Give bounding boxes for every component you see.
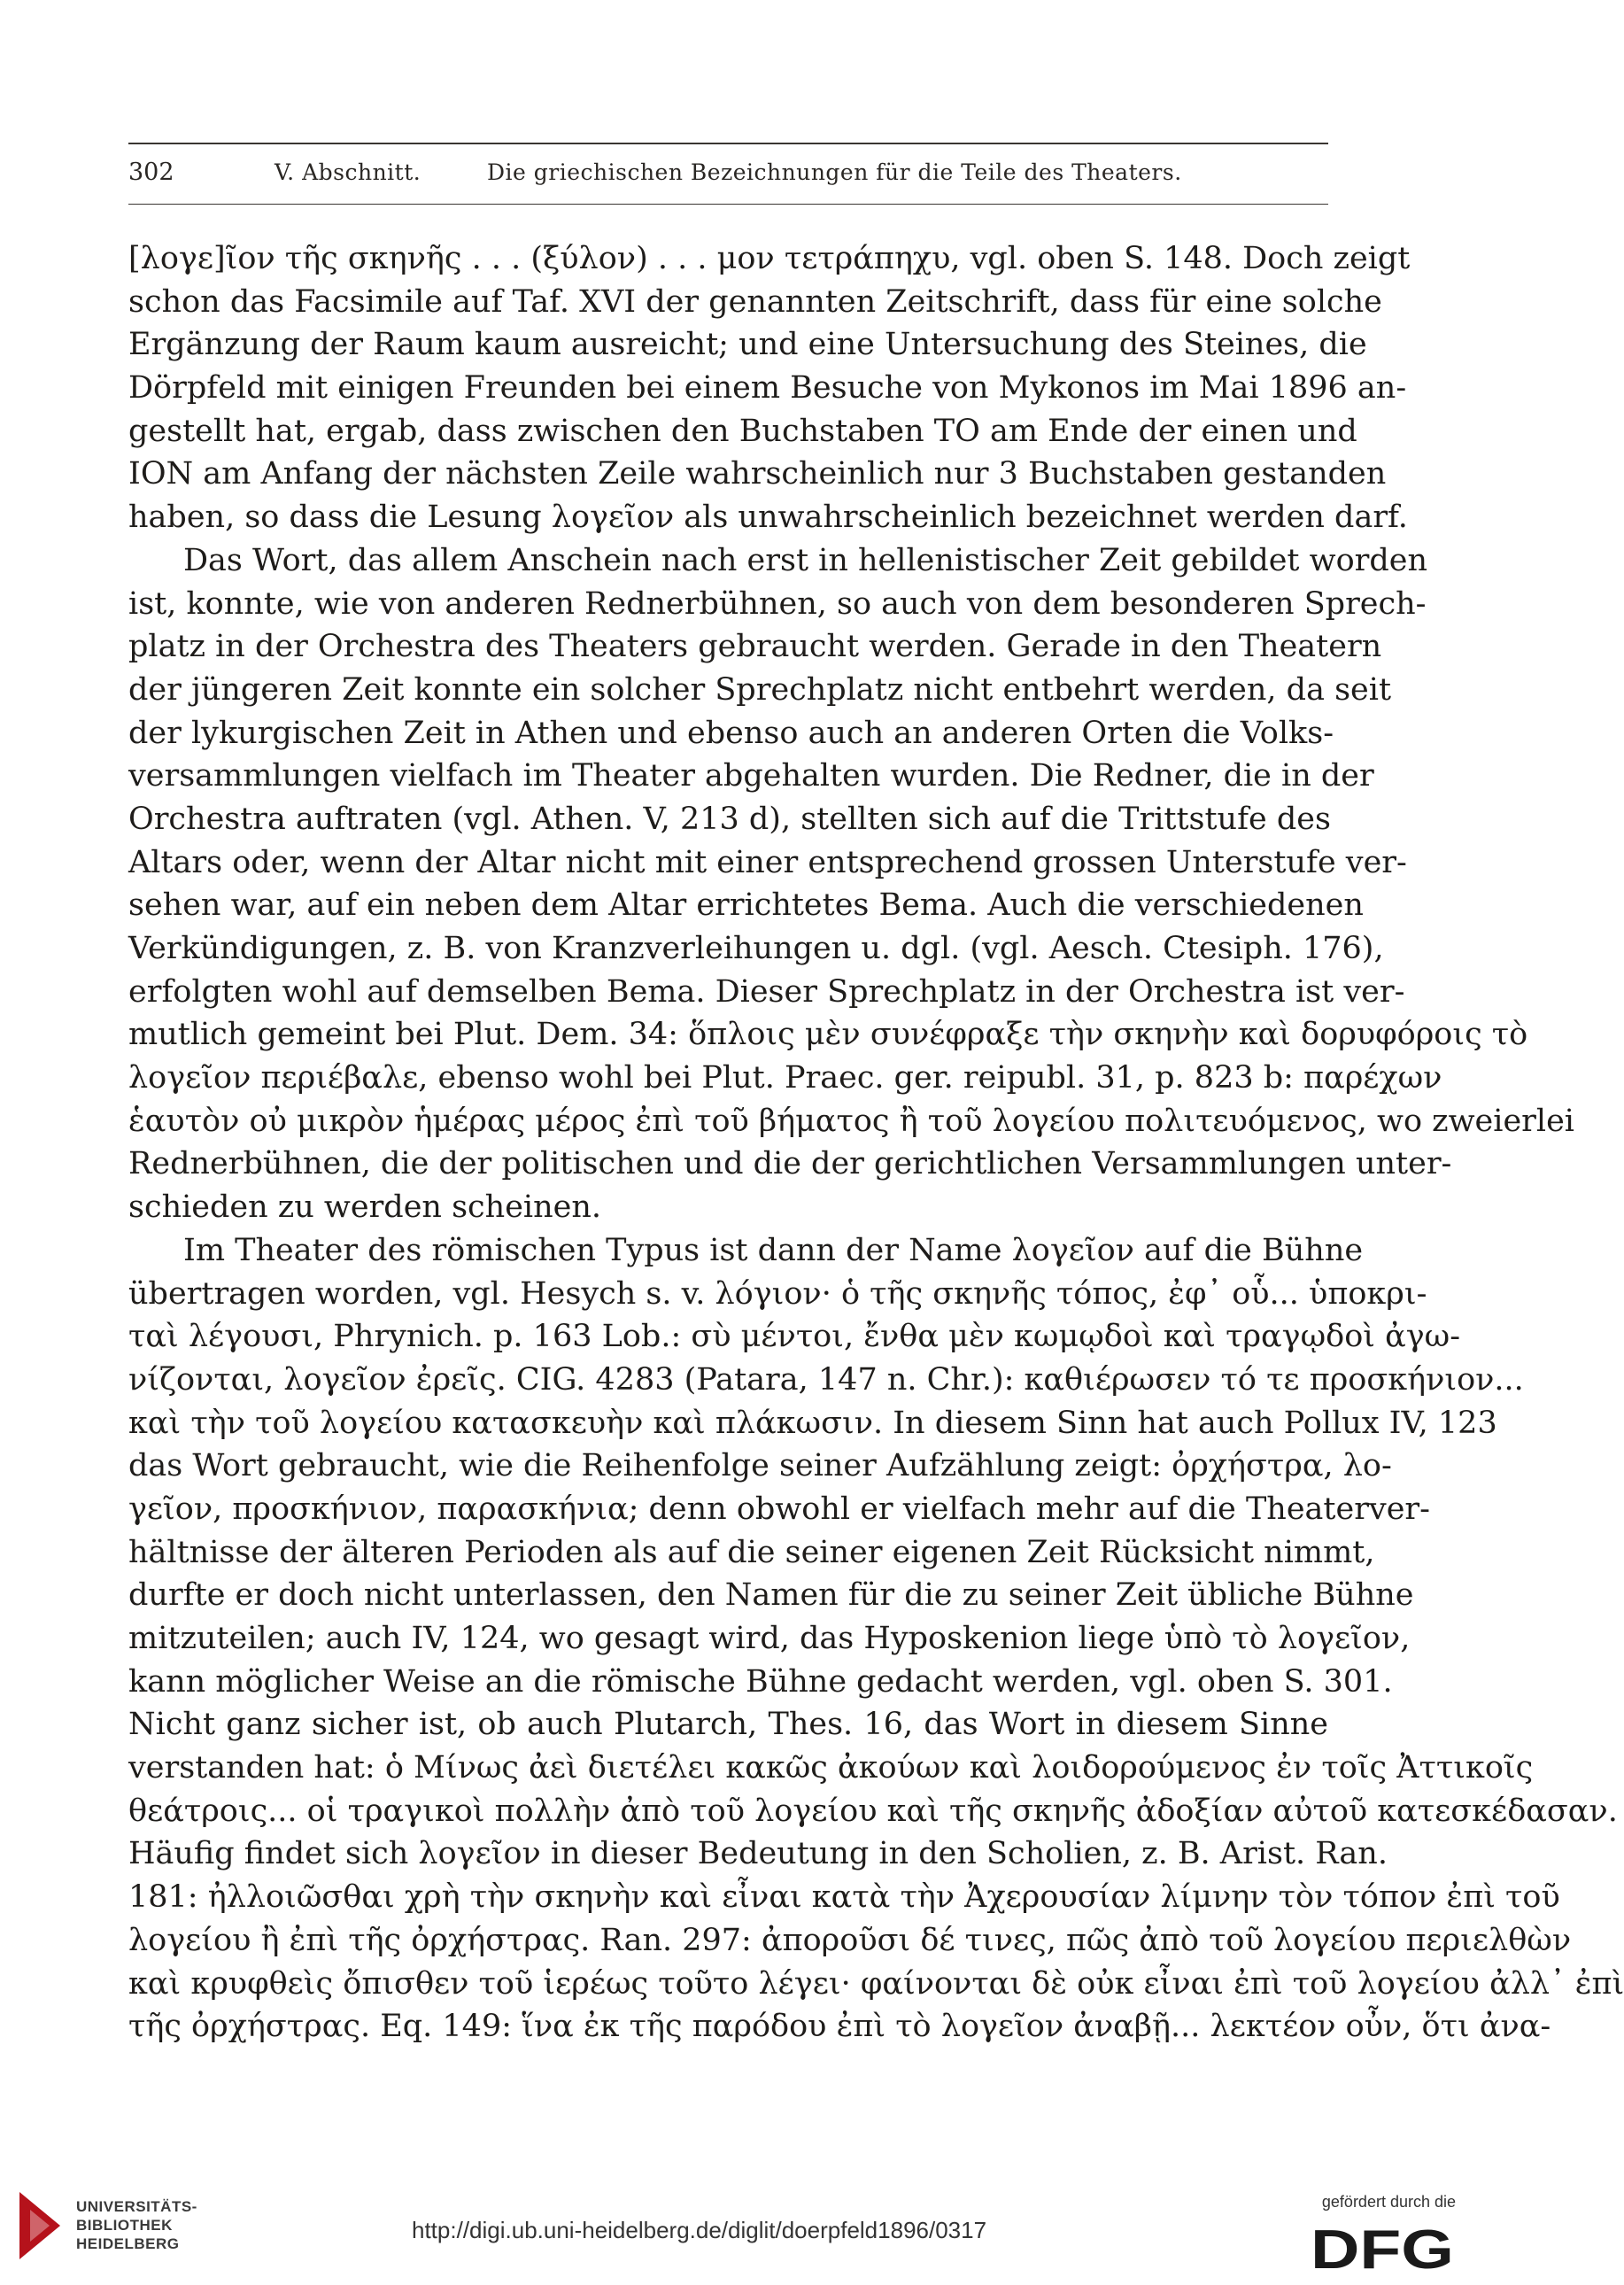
running-title: Die griechischen Bezeichnungen für die Teile des Theaters. [487, 159, 1182, 185]
dfg-logo-text: DFG [1311, 2219, 1454, 2281]
text-line: ION am Anfang der nächsten Zeile wahrscheinlich nur 3 Buchstaben gestanden [128, 456, 1387, 492]
text-line: νίζονται, λογεῖον ἐρεῖς. CIG. 4283 (Patara, 147 n. Chr.): καθιέρωσεν τό τε προσκήνιον... [128, 1361, 1524, 1398]
text-line: καὶ τὴν τοῦ λογείου κατασκευὴν καὶ πλάκωσιν. In diesem Sinn hat auch Pollux IV, 123 [128, 1405, 1497, 1441]
text-line: schieden zu werden scheinen. [128, 1189, 602, 1226]
text-line: kann möglicher Weise an die römische Bühne gedacht werden, vgl. oben S. 301. [128, 1663, 1393, 1700]
text-line: der lykurgischen Zeit in Athen und ebenso auch an anderen Orten die Volks- [128, 715, 1334, 751]
text-line: sehen war, auf ein neben dem Altar errichtetes Bema. Auch die verschiedenen [128, 887, 1364, 924]
source-url-link[interactable]: http://digi.ub.uni-heidelberg.de/diglit/doerpfeld1896/0317 [412, 2217, 987, 2243]
text-line: das Wort gebraucht, wie die Reihenfolge seiner Aufzählung zeigt: ὀρχήστρα, λο- [128, 1448, 1392, 1484]
text-line: Im Theater des römischen Typus ist dann der Name λογεῖον auf die Bühne [183, 1232, 1364, 1268]
university-library-name [76, 2197, 197, 2253]
text-line: ist, konnte, wie von anderen Rednerbühnen, so auch von dem besonderen Sprech- [128, 585, 1427, 622]
library-name-line: HEIDELBERG [76, 2235, 180, 2252]
text-line: λογείου ἢ ἐπὶ τῆς ὀρχήστρας. Ran. 297: ἀποροῦσι δέ τινες, πῶς ἀπὸ τοῦ λογείου περιελθὼν [128, 1922, 1572, 1958]
text-line: hältnisse der älteren Perioden als auf die seiner eigenen Zeit Rücksicht nimmt, [128, 1534, 1375, 1570]
text-line: Dörpfeld mit einigen Freunden bei einem Besuche von Mykonos im Mai 1896 an- [128, 370, 1407, 407]
text-line: Ergänzung der Raum kaum ausreicht; und eine Untersuchung des Steines, die [128, 327, 1367, 363]
dfg-logo-icon [1309, 2219, 1458, 2281]
library-name-line: UNIVERSITÄTS- [76, 2198, 197, 2215]
text-line: haben, so dass die Lesung λογεῖον als unwahrscheinlich bezeichnet werden darf. [128, 500, 1408, 536]
running-header [128, 155, 1328, 190]
section-label: V. Abschnitt. [275, 159, 421, 185]
text-line: ταὶ λέγουσι, Phrynich. p. 163 Lob.: σὺ μέντοι, ἔνθα μὲν κωμῳδοὶ καὶ τραγῳδοὶ ἀγω- [128, 1319, 1461, 1355]
text-line: mutlich gemeint bei Plut. Dem. 34: ὅπλοις μὲν συνέφραξε τὴν σκηνὴν καὶ δορυφόροις τὸ [128, 1017, 1528, 1053]
text-line: erfolgten wohl auf demselben Bema. Dieser Sprechplatz in der Orchestra ist ver- [128, 973, 1405, 1010]
text-line: übertragen worden, vgl. Hesych s. v. λόγιον· ὁ τῆς σκηνῆς τόπος, ἐφ᾽ οὗ... ὑποκρι- [128, 1275, 1427, 1312]
text-line: 181: ἠλλοιῶσθαι χρὴ τὴν σκηνὴν καὶ εἶναι κατὰ τὴν Ἀχερουσίαν λίμνην τὸν τόπον ἐπὶ τοῦ [128, 1879, 1560, 1916]
text-line: durfte er doch nicht unterlassen, den Namen für die zu seiner Zeit übliche Bühne [128, 1577, 1414, 1614]
text-line: platz in der Orchestra des Theaters gebraucht werden. Gerade in den Theatern [128, 629, 1382, 665]
header-rule-top [128, 143, 1328, 144]
text-line: Rednerbühnen, die der politischen und die der gerichtlichen Versammlungen unter- [128, 1146, 1452, 1182]
library-name-line: BIBLIOTHEK [76, 2217, 173, 2234]
text-line: Verkündigungen, z. B. von Kranzverleihungen u. dgl. (vgl. Aesch. Ctesiph. 176), [128, 931, 1384, 966]
body-text [128, 237, 1624, 2049]
page-number: 302 [128, 159, 174, 186]
text-line: der jüngeren Zeit konnte ein solcher Sprechplatz nicht entbehrt werden, da seit [128, 671, 1392, 708]
text-line: Altars oder, wenn der Altar nicht mit einer entsprechend grossen Unterstufe ver- [128, 844, 1407, 880]
text-line: γεῖον, προσκήνιον, παρασκήνια; denn obwohl er vielfach mehr auf die Theaterver- [128, 1491, 1430, 1527]
text-line: Häufig findet sich λογεῖον in dieser Bedeutung in den Scholien, z. B. Arist. Ran. [128, 1836, 1388, 1872]
text-line: verstanden hat: ὁ Μίνως ἀεὶ διετέλει κακῶς ἀκούων καὶ λοιδορούμενος ἐν τοῖς Ἀττικοῖς [128, 1750, 1534, 1786]
header-rule-bottom [128, 204, 1328, 205]
text-line: καὶ κρυφθεὶς ὄπισθεν τοῦ ἱερέως τοῦτο λέγει· φαίνονται δὲ οὐκ εἶναι ἐπὶ τοῦ λογείου ἀλλ᾽ ἐπὶ [128, 1965, 1624, 2002]
text-line: τῆς ὀρχήστρας. Eq. 149: ἵνα ἐκ τῆς παρόδου ἐπὶ τὸ λογεῖον ἀναβῇ... λεκτέον οὖν, ὅτι ἀνα- [128, 2009, 1551, 2045]
text-line: λογεῖον περιέβαλε, ebenso wohl bei Plut. Praec. ger. reipubl. 31, p. 823 b: παρέχων [128, 1060, 1442, 1096]
funding-caption: gefördert durch die [1321, 2193, 1456, 2211]
text-line: θεάτροις... οἱ τραγικοὶ πολλὴν ἀπὸ τοῦ λογείου καὶ τῆς σκηνῆς ἀδοξίαν αὐτοῦ κατεσκέδασαν. [128, 1793, 1618, 1829]
text-line: ἑαυτὸν οὐ μικρὸν ἡμέρας μέρος ἐπὶ τοῦ βήματος ἢ τοῦ λογείου πολιτευόμενος, wo zweierlei [128, 1103, 1575, 1139]
text-line: Nicht ganz sicher ist, ob auch Plutarch, Thes. 16, das Wort in diesem Sinne [128, 1707, 1328, 1743]
text-line: mitzuteilen; auch IV, 124, wo gesagt wird, das Hyposkenion liege ὑπὸ τὸ λογεῖον, [128, 1621, 1411, 1656]
text-line: Das Wort, das allem Anschein nach erst in hellenistischer Zeit gebildet worden [183, 542, 1428, 578]
text-line: gestellt hat, ergab, dass zwischen den Buchstaben TO am Ende der einen und [128, 413, 1357, 449]
university-library-logo-icon [19, 2192, 60, 2259]
digitization-footer [0, 2170, 1475, 2285]
text-line: versammlungen vielfach im Theater abgehalten wurden. Die Redner, die in der [128, 758, 1374, 794]
text-line: schon das Facsimile auf Taf. XVI der genannten Zeitschrift, dass für eine solche [128, 283, 1382, 320]
text-line: Orchestra auftraten (vgl. Athen. V, 213 d), stellten sich auf die Trittstufe des [128, 801, 1331, 837]
text-line: [λογε]ῖον τῆς σκηνῆς . . . (ξύλον) . . . μον τετράπηχυ, vgl. oben S. 148. Doch zeigt [128, 241, 1411, 276]
